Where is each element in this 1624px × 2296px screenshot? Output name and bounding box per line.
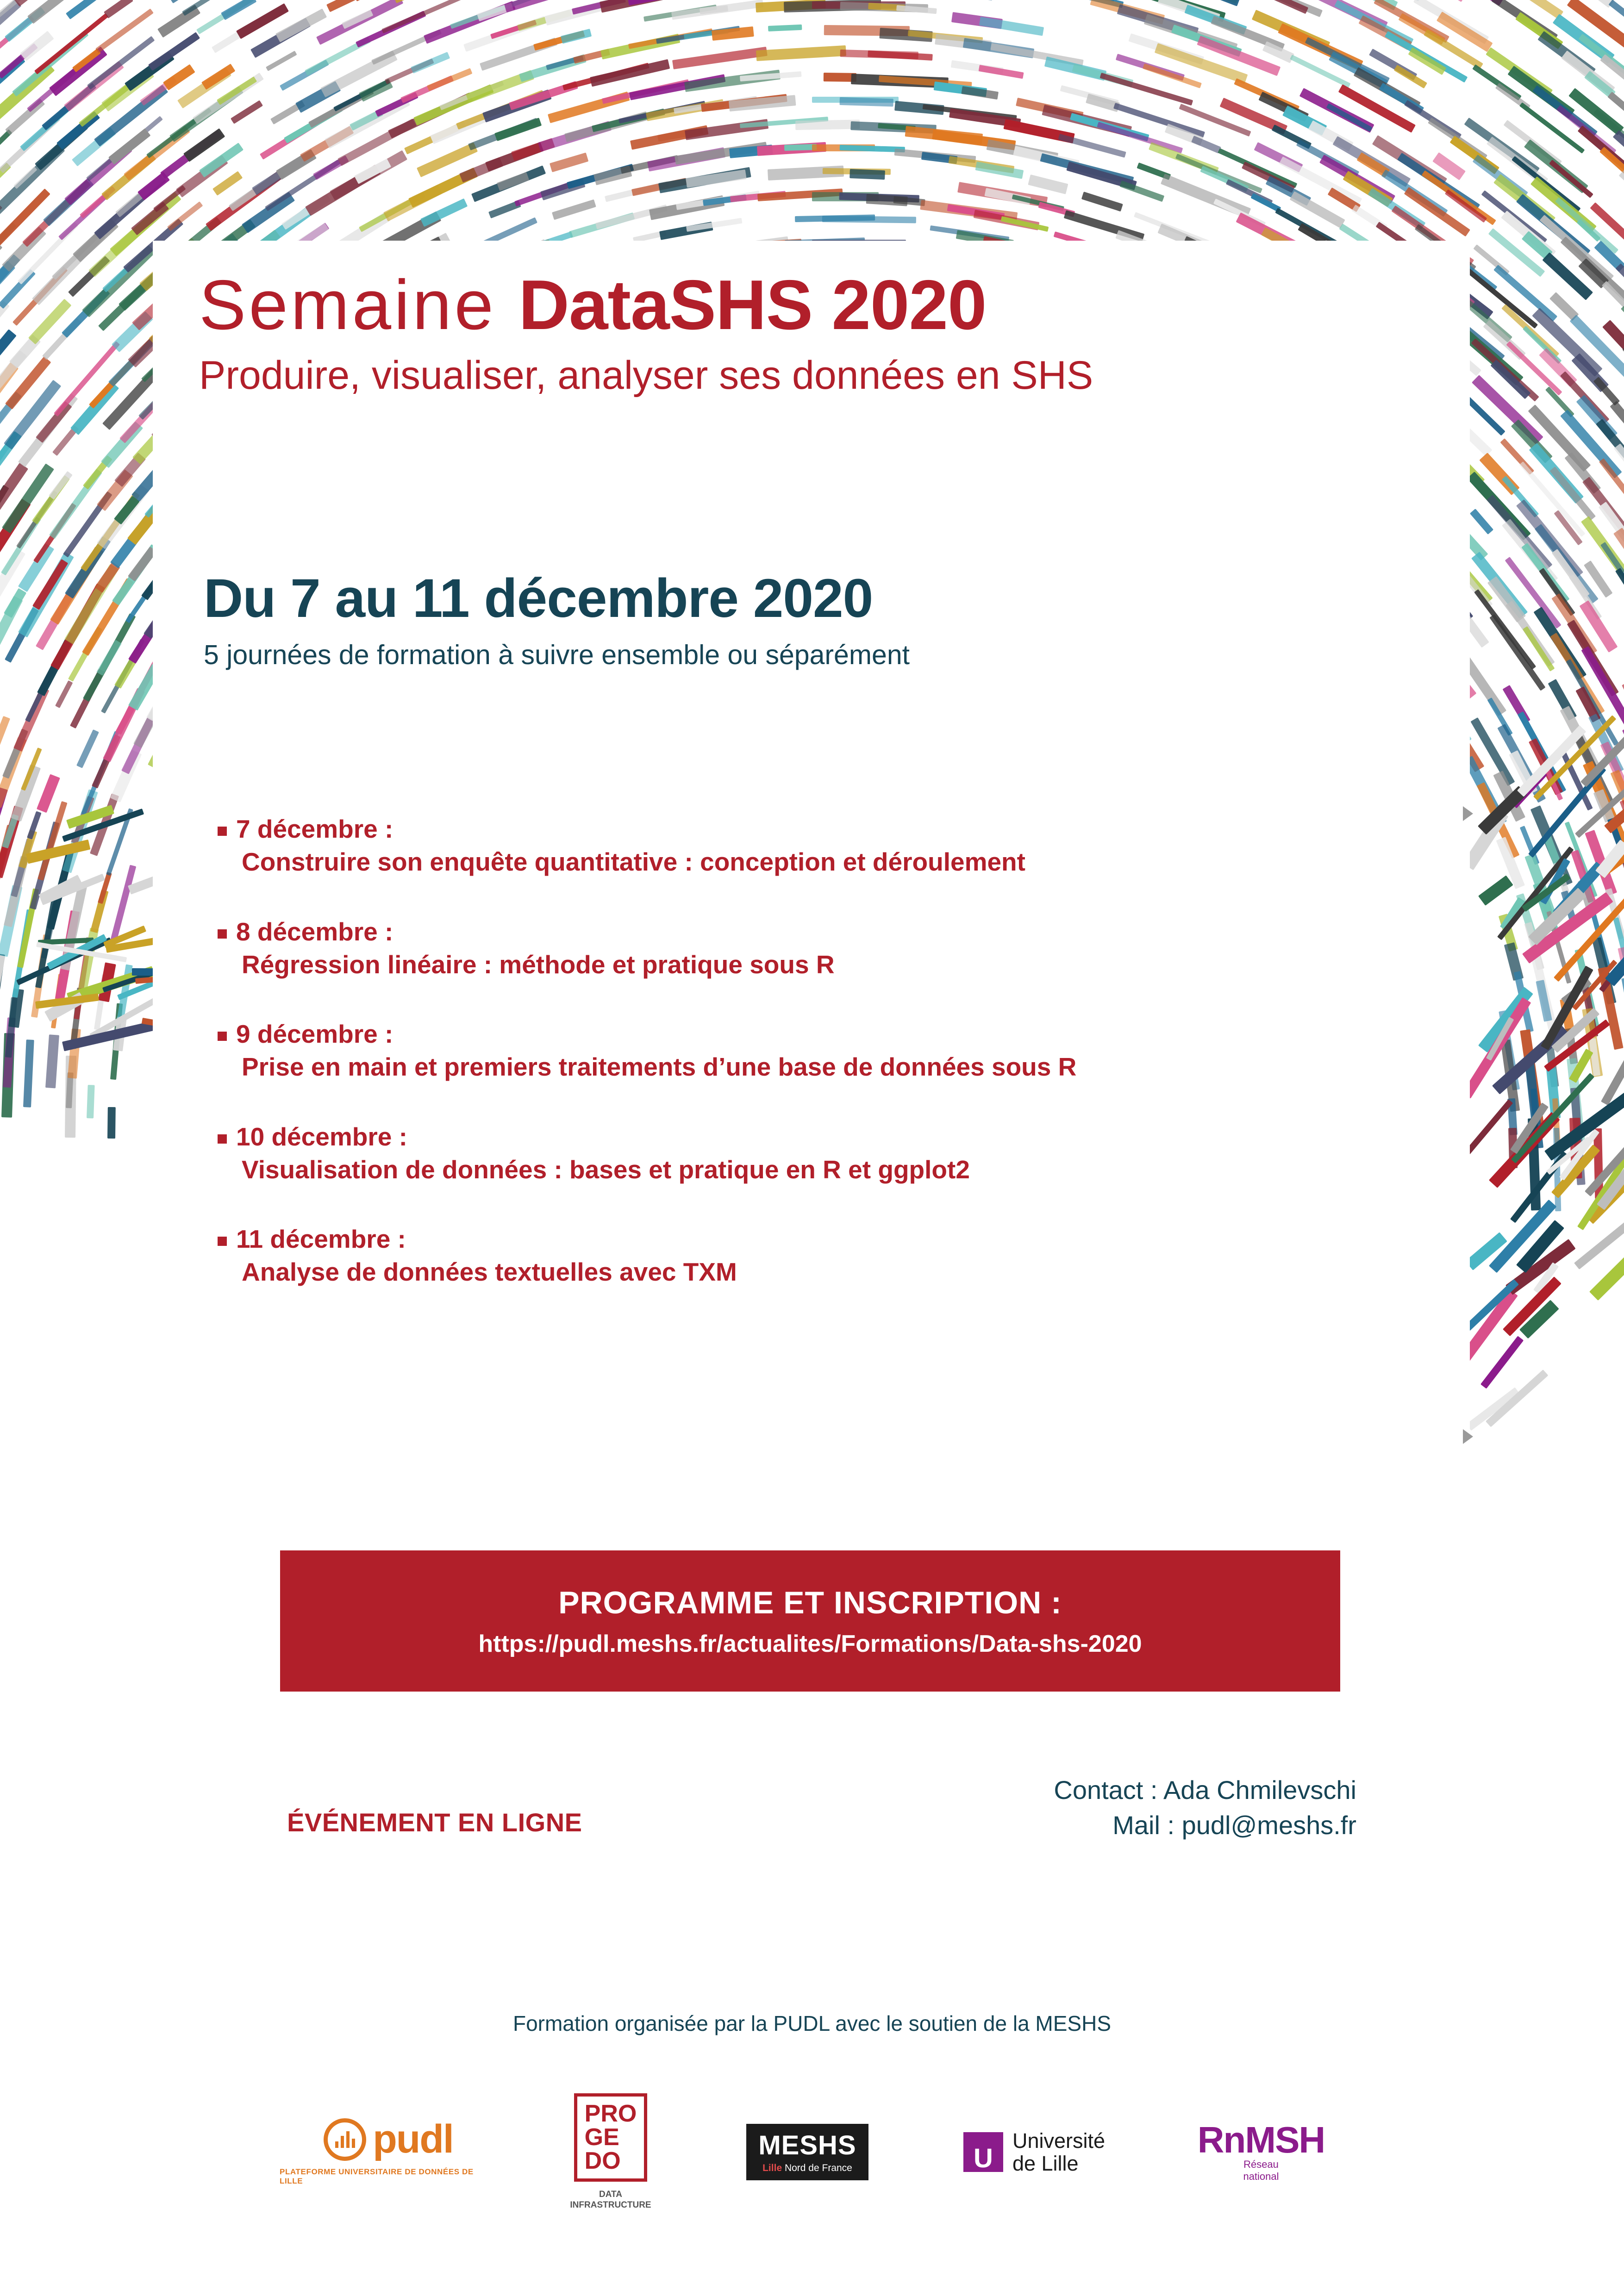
title-light: Semaine xyxy=(199,266,519,344)
contact-name: Contact : Ada Chmilevschi xyxy=(1054,1775,1356,1804)
session-desc: Visualisation de données : bases et pratique en R et ggplot2 xyxy=(242,1155,970,1184)
progedo-line2: GE xyxy=(584,2123,619,2151)
session-day: 10 décembre : xyxy=(236,1122,407,1151)
meshs-box xyxy=(746,2124,868,2180)
progedo-tag1: DATA xyxy=(599,2189,622,2199)
contact-block xyxy=(949,1773,1356,1842)
rnmsh-sub1: Réseau xyxy=(1243,2158,1279,2170)
title-bold: DataSHS 2020 xyxy=(518,266,987,344)
meshs-sub-rest: Nord de France xyxy=(782,2163,852,2173)
session-desc: Prise en main et premiers traitements d’une base de données sous R xyxy=(242,1052,1077,1082)
udl-line1: Université xyxy=(1012,2128,1106,2153)
bullet-icon xyxy=(218,1237,227,1246)
poster-header xyxy=(199,268,1449,398)
list-item xyxy=(218,1225,1421,1287)
date-note: 5 journées de formation à suivre ensemble ou séparément xyxy=(204,640,910,670)
list-item xyxy=(218,1020,1421,1082)
rnmsh-wordmark: RnMSH xyxy=(1197,2119,1325,2160)
progedo-box xyxy=(574,2093,648,2182)
event-dates xyxy=(204,567,1430,671)
session-day: 7 décembre : xyxy=(236,815,394,843)
udl-mark-icon: U xyxy=(963,2132,1003,2172)
session-desc: Analyse de données textuelles avec TXM xyxy=(242,1257,737,1287)
organiser-note: Formation organisée par la PUDL avec le soutien de la MESHS xyxy=(512,2011,1112,2035)
bullet-icon xyxy=(218,929,227,939)
progedo-line1: PRO xyxy=(584,2100,637,2127)
registration-title: PROGRAMME ET INSCRIPTION : xyxy=(558,1585,1062,1620)
logo-meshs xyxy=(724,2124,891,2180)
online-event-label: ÉVÉNEMENT EN LIGNE xyxy=(287,1808,582,1837)
bullet-icon xyxy=(218,827,227,836)
logo-strip xyxy=(0,2078,1624,2226)
page-title xyxy=(199,268,1449,342)
arrow-marker-icon xyxy=(1463,1429,1473,1444)
bullet-icon xyxy=(218,1032,227,1041)
logo-pudl xyxy=(280,2118,497,2186)
udl-text xyxy=(1012,2129,1105,2175)
logo-progedo xyxy=(541,2093,680,2211)
bullet-icon xyxy=(218,1134,227,1144)
contact-mail[interactable]: Mail : pudl@meshs.fr xyxy=(1112,1810,1356,1840)
pudl-wordmark: pudl xyxy=(373,2117,453,2162)
session-desc: Construire son enquête quantitative : conception et déroulement xyxy=(242,847,1025,877)
rnmsh-sub2: national xyxy=(1243,2171,1279,2182)
meshs-name: MESHS xyxy=(758,2130,856,2160)
progedo-line3: DO xyxy=(584,2147,621,2174)
meshs-sub-red: Lille xyxy=(762,2163,782,2173)
progedo-tagline xyxy=(570,2189,651,2211)
page-subtitle: Produire, visualiser, analyser ses données en SHS xyxy=(199,353,1093,398)
registration-banner[interactable] xyxy=(280,1550,1340,1692)
pudl-tagline: PLATEFORME UNIVERSITAIRE DE DONNÉES DE LILLE xyxy=(280,2167,474,2185)
progedo-tag2: INFRASTRUCTURE xyxy=(570,2200,651,2210)
session-day: 9 décembre : xyxy=(236,1020,394,1048)
pudl-mark-icon xyxy=(324,2118,366,2161)
logo-rnmsh xyxy=(1178,2119,1344,2183)
arrow-marker-icon xyxy=(1463,806,1473,821)
udl-line2: de Lille xyxy=(1012,2152,1079,2175)
registration-link[interactable]: https://pudl.meshs.fr/actualites/Formations/Data-shs-2020 xyxy=(478,1630,1142,1657)
list-item xyxy=(218,815,1421,877)
date-range: Du 7 au 11 décembre 2020 xyxy=(204,568,873,629)
session-desc: Régression linéaire : méthode et pratique sous R xyxy=(242,950,835,979)
list-item xyxy=(218,917,1421,980)
session-day: 11 décembre : xyxy=(236,1225,406,1253)
session-day: 8 décembre : xyxy=(236,917,394,946)
logo-universite-de-lille xyxy=(935,2129,1134,2175)
list-item xyxy=(218,1122,1421,1185)
session-list xyxy=(218,815,1421,1327)
meshs-sub xyxy=(758,2163,856,2174)
